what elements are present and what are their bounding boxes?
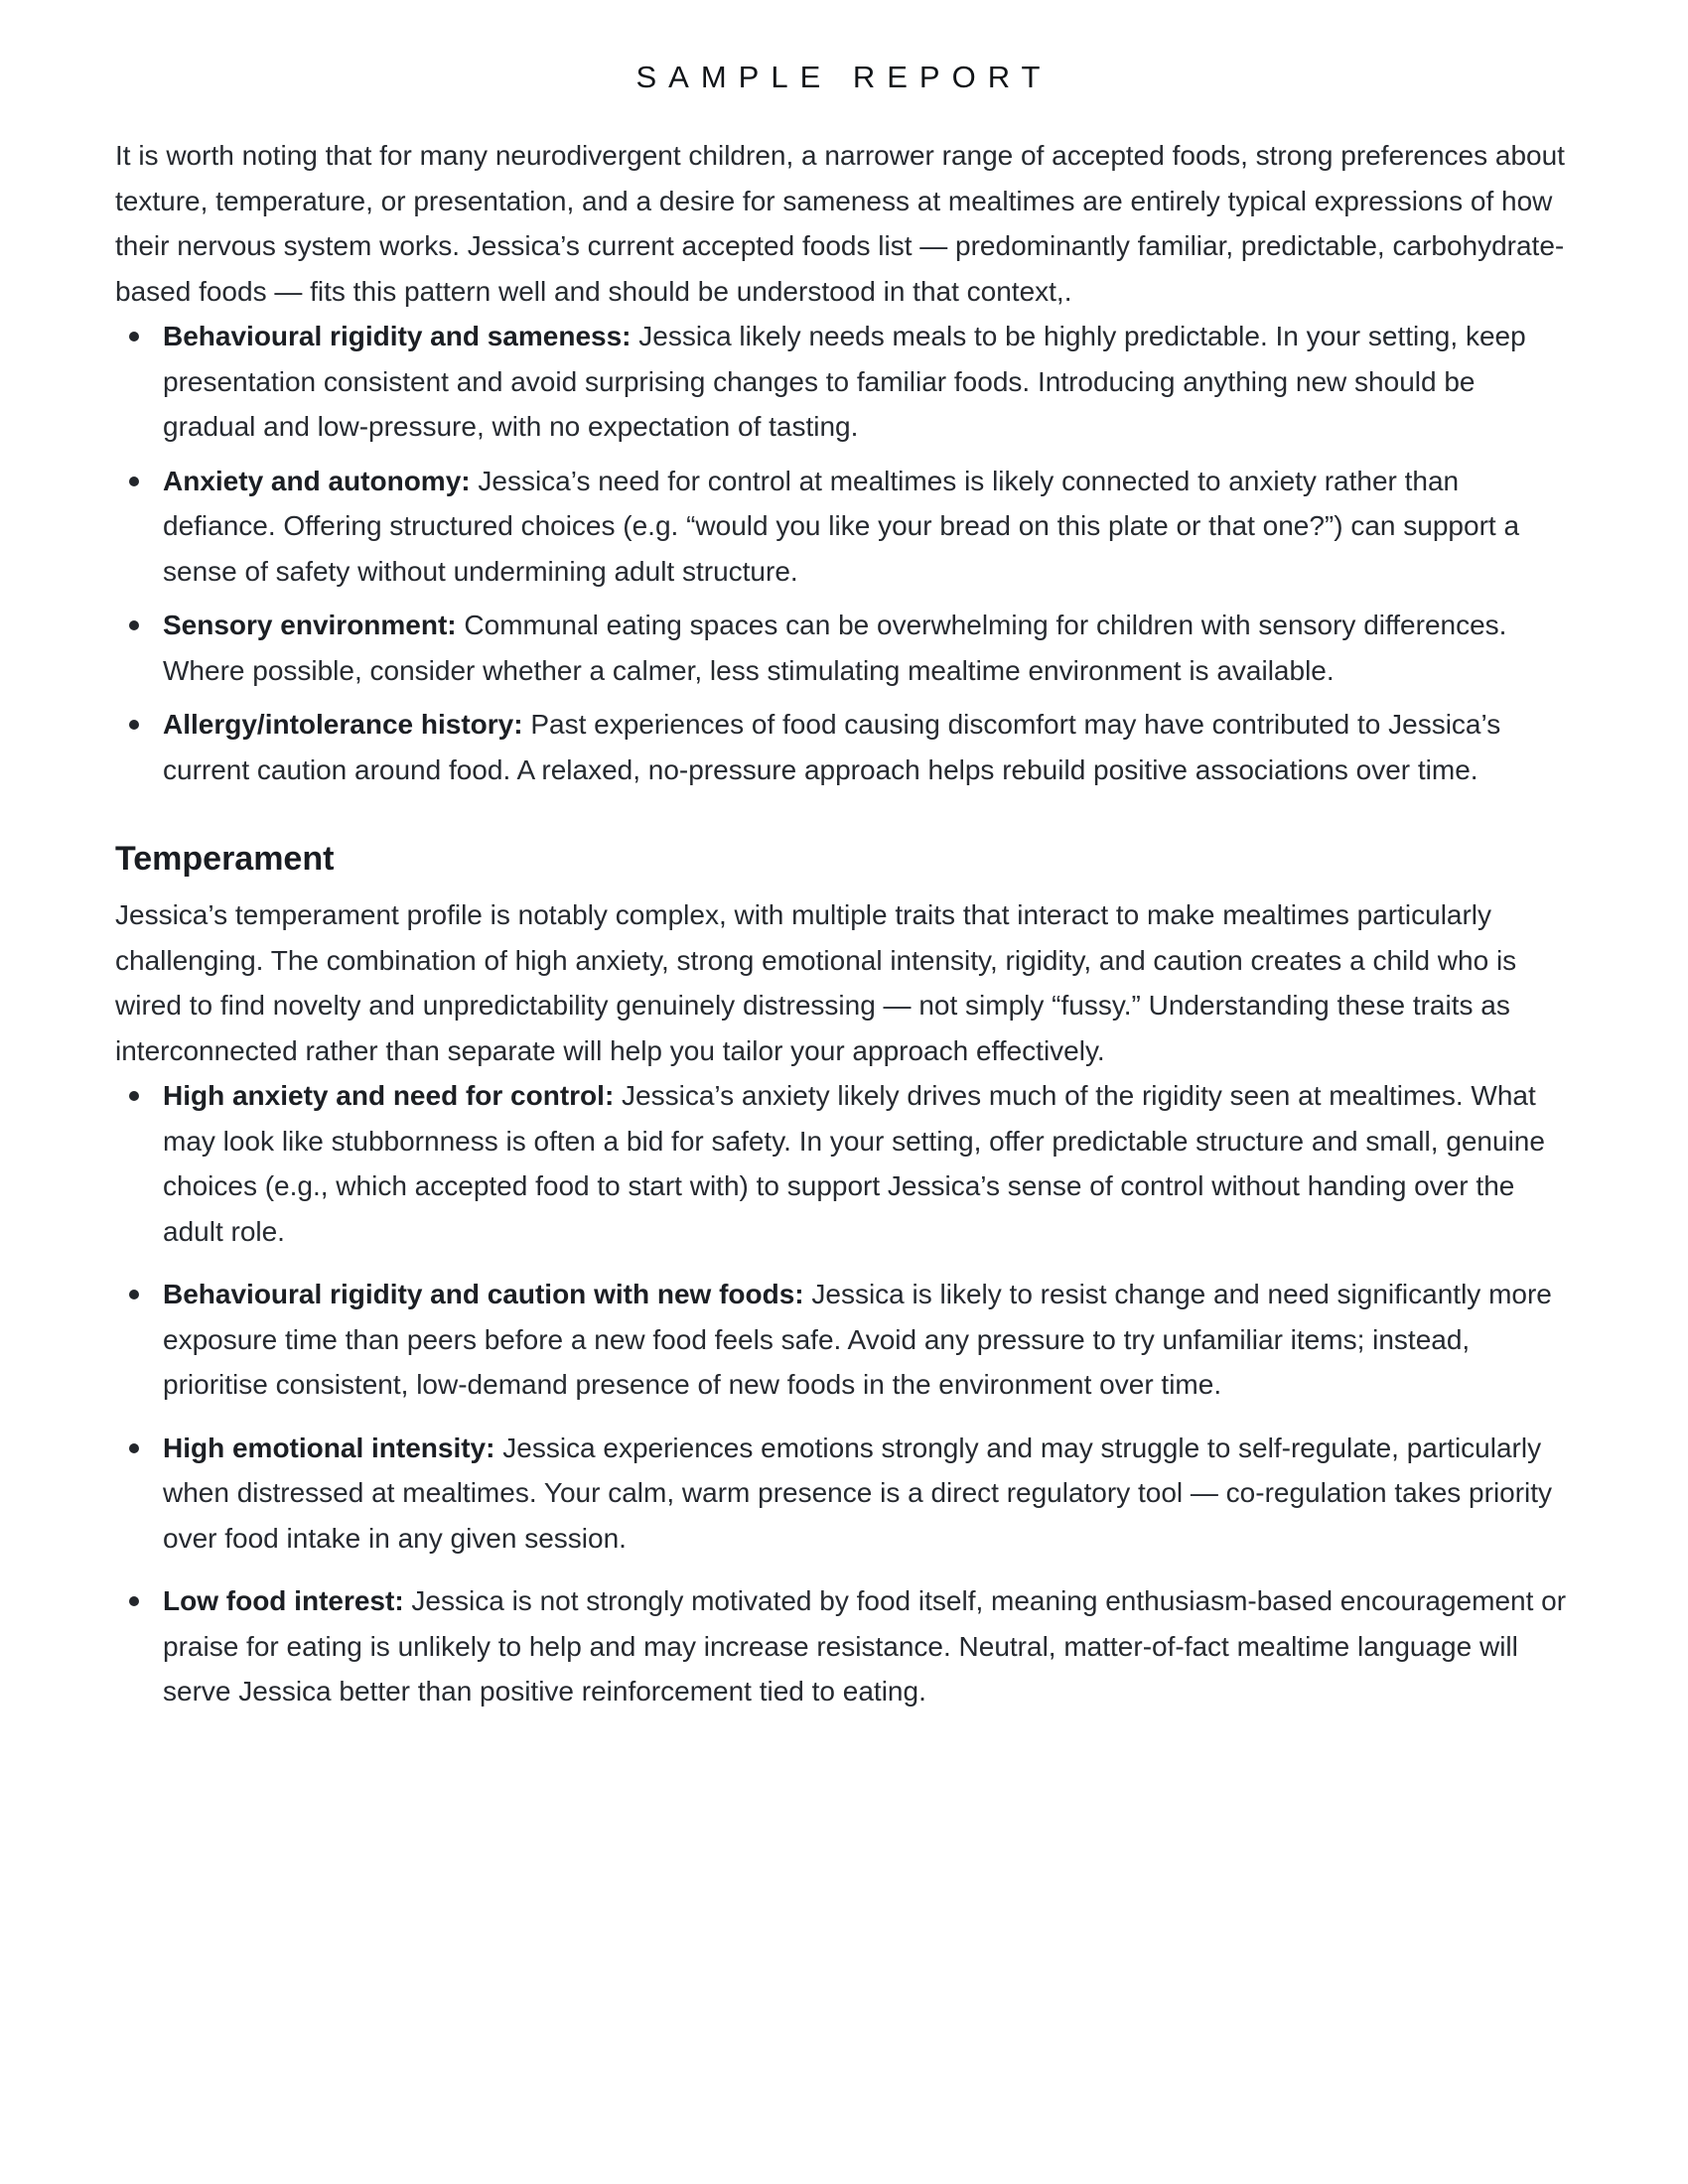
bullet-icon [129, 620, 139, 630]
bullet-icon [129, 1596, 139, 1606]
list-item-label: Behavioural rigidity and sameness: [163, 321, 632, 351]
temperament-list [115, 1073, 1575, 1714]
bullet-icon [129, 1290, 139, 1299]
bullet-icon [129, 477, 139, 486]
list-item-label: Low food interest: [163, 1585, 404, 1616]
list-item-text: Jessica’s need for control at mealtimes is likely connected to anxiety rather than defiance. Offering structured choices (e.g. “would you like your bread on this plate or that one?”) can support a sense of safety without undermining adult structure. [163, 465, 1520, 587]
list-item [115, 603, 1575, 693]
list-item-text: Jessica is not strongly motivated by food itself, meaning enthusiasm-based encouragement or praise for eating is unlikely to help and may increase resistance. Neutral, matter-of-fact mealtime language will serve Jessica better than positive reinforcement tied to eating. [163, 1585, 1567, 1706]
list-item [115, 1426, 1575, 1562]
list-item [115, 314, 1575, 450]
list-item-label: Anxiety and autonomy: [163, 465, 471, 496]
list-item-label: Sensory environment: [163, 610, 457, 640]
bullet-icon [129, 1443, 139, 1453]
list-item-text: Communal eating spaces can be overwhelming for children with sensory differences. Where possible, consider whether a calmer, less stimulating mealtime environment is available. [163, 610, 1507, 686]
temperament-paragraph: Jessica’s temperament profile is notably complex, with multiple traits that interact to make mealtimes particularly challenging. The combination of high anxiety, strong emotional intensity, rigidity, and caution creates a child who is wired to find novelty and unpredictability genuinely distressing — not simply “fussy.” Understanding these traits as interconnected rather than separate will help you tailor your approach effectively. [115, 899, 1517, 1066]
list-item-text: Jessica experiences emotions strongly and may struggle to self-regulate, particularly when distressed at mealtimes. Your calm, warm presence is a direct regulatory tool — co-regulation takes priority over food intake in any given session. [163, 1432, 1553, 1554]
list-item-text: Past experiences of food causing discomfort may have contributed to Jessica’s current caution around food. A relaxed, no-pressure approach helps rebuild positive associations over time. [163, 709, 1501, 785]
neurodivergence-list [115, 314, 1575, 792]
intro-paragraph: It is worth noting that for many neurodivergent children, a narrower range of accepted foods, strong preferences about texture, temperature, or presentation, and a desire for sameness at mealtimes are entirely typical expressions of how their nervous system works. Jessica’s current accepted foods list — predominantly familiar, predictable, carbohydrate-based foods — fits this pattern well and should be understood in that context,. [115, 140, 1565, 307]
report-body [115, 133, 1575, 1732]
list-item [115, 1578, 1575, 1714]
report-header: SAMPLE REPORT [635, 60, 1053, 94]
list-item-text: Jessica is likely to resist change and need significantly more exposure time than peers before a new food feels safe. Avoid any pressure to try unfamiliar items; instead, prioritise consistent, low-demand presence of new foods in the environment over time. [163, 1279, 1552, 1400]
list-item [115, 1272, 1575, 1408]
list-item-text: Jessica’s anxiety likely drives much of the rigidity seen at mealtimes. What may look like stubbornness is often a bid for safety. In your setting, offer predictable structure and small, genuine choices (e.g., which accepted food to start with) to support Jessica’s sense of control without handing over the adult role. [163, 1080, 1545, 1247]
bullet-icon [129, 1091, 139, 1101]
list-item-label: High anxiety and need for control: [163, 1080, 615, 1111]
list-item-text: Jessica likely needs meals to be highly predictable. In your setting, keep presentation consistent and avoid surprising changes to familiar foods. Introducing anything new should be gradual and low-pressure, with no expectation of tasting. [163, 321, 1526, 442]
bullet-icon [129, 332, 139, 341]
section-heading-temperament: Temperament [115, 840, 335, 878]
list-item [115, 702, 1575, 792]
list-item [115, 1073, 1575, 1254]
list-item [115, 459, 1575, 595]
bullet-icon [129, 720, 139, 730]
list-item-label: Allergy/intolerance history: [163, 709, 523, 740]
list-item-label: High emotional intensity: [163, 1432, 495, 1463]
list-item-label: Behavioural rigidity and caution with new foods: [163, 1279, 804, 1309]
